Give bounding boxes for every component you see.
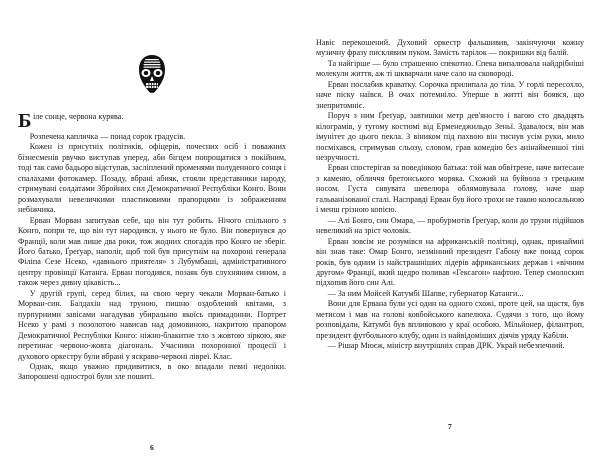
paragraph: Ерван Морван запитував себе, що він тут робить. Нічого спільного з Конго, попри те, що він тут народився, у нього не було. Він повернувся до Франції, коли мав лише два роки, тож жодних спогадів про Конго не зберіг. Його батько, Ґреґуар, наполіг, щоб той був присутнім на похороні генерала Філіпа Сезе Нсеко, «давнього приятеля» з Лубумбаші, адміністративного центру провінції Катанга. Ерван погодився, позаяк був слухняним сином, а також через дивну цікавість... xyxy=(18,215,286,288)
chapter-ornament xyxy=(18,0,286,112)
left-page-body xyxy=(18,112,286,426)
paragraph: Та найгірше — було страшенно спекотно. Спека випалювала найдрібніші молекули життя, аж ті шкварчали наче сало на сковороді. xyxy=(316,58,584,79)
paragraph: У другій групі, серед білих, на свою чергу чекали Морван-батько і Морван-син. Балдахін над труною, пишно оздоблений квітами, з пурпурними завісами нагадував убиральню якоїсь примадонни. Портрет Нсеко у рамі з позолотою нависав над домовиною, накритою прапором Демократичної Республіки Конго: ніжно-блакитне тло з жовтою зіркою, яке перетинає червоно-жовта діагональ. Учасники похоронної процесії і духового оркестру були вбрані у яскраво-червоні лівреї. Клас. xyxy=(18,288,286,361)
paragraph: Однак, якщо уважно придивитися, в око впадали певні недоліки. Запорошені однострої були зле пошиті. xyxy=(18,361,286,382)
page-number-left: 6 xyxy=(150,442,154,452)
right-page-body xyxy=(316,0,584,406)
paragraph: Ерван спостерігав за поведінкою батька: той мав обвітрене, наче витесане з каменю, обличчя бретонського моряка. Схожий на буйвола з грецьким носом. Густа сивувата шевелюра облямовувала голову, наче шар гальванізованої сталі. Насправді Ерван був його трохи не такою колосальною і менш грізною копією. xyxy=(316,163,584,215)
tribal-skull-mask-icon xyxy=(135,54,169,94)
drop-cap: Б xyxy=(18,110,32,132)
paragraph: Ерван зовсім не розумівся на африканській політиці, однак, принаймні він знав таке: Омар Бонго, незмінний президент Габону вже понад сорок років, був одним із найстрашніших лідерів африканських держав і «вічним другом» Франції, який щедро поливав «Гексагон» нафтою. Тепер смолоскип підхопив його син Алі. xyxy=(316,236,584,288)
paragraph: Навіс перекошений. Духовий оркестр фальшивив, закінчуючи кожну музичну фразу писклявим пуком. Замість тарілок — покришки від балій. xyxy=(316,38,584,58)
paragraph: Поруч з ним Ґреґуар, завтишки метр дев'яносто і вагою сто двадцять кілограмів, у тугому костюмі від Ерменеджильдо Зеньї. Здавалося, він мав імунітет до цього пекла. З віником під пахвою він тиснув усім руки, мило посміхався, стримував сльозу, словом, грав комедію без анінайменшої тіні незручності. xyxy=(316,111,584,162)
paragraph: Кожен із присутніх політиків, офіцерів, почесних осіб і поважних бізнесменів рвучко виступав уперед, аби бігцем попрощатися з покійним, тоді так само бадьоро відступав, засліплений променями полуденного сонця і спалахами фотокамер. Позаду, вбрані абияк, стояли представники народу, стримувані солдатами Збройних сил Демократичної Республіки Конго. Вони розмахували невеличкими пластиковими прапорцями із зображенням небіжчика. xyxy=(18,142,286,215)
paragraph-text: іле сонце, червона курява. xyxy=(33,112,124,121)
paragraph: Розпечена капличка — понад сорок градусів. xyxy=(29,132,186,141)
paragraph: — Рішар Мюєж, міністр внутрішніх справ ДРК. Украй небезпечний. xyxy=(327,341,565,351)
paragraph: Ерван послабив краватку. Сорочка прилипала до тіла. У горлі пересохло, наче піску наївся. В очах потемніло. Уперше в житті він боявся, що знепритомніє. xyxy=(316,79,584,110)
paragraph: — За ним Мойсей Катумбі Шапве, губернатор Катанги... xyxy=(327,288,524,298)
paragraph: — Алі Бонго, син Омара, — пробурмотів Ґреґуар, коли до труни підійшов невеликий на зріст чоловік. xyxy=(316,215,584,236)
opening-paragraph xyxy=(18,112,286,132)
page-number-right: 7 xyxy=(448,422,452,431)
right-page xyxy=(300,0,600,468)
paragraph: Вони для Ервана були усі один на одного схожі, проте цей, на щастя, був метисом і мав на голові ковбойського капелюха. Судячи з того, що йому розповідали, Катумбі був впливовою у краї особою. Мільйонер, філантроп, президент футбольного клубу, один із найвідоміших діячів уряду Кабіли. xyxy=(316,299,584,340)
